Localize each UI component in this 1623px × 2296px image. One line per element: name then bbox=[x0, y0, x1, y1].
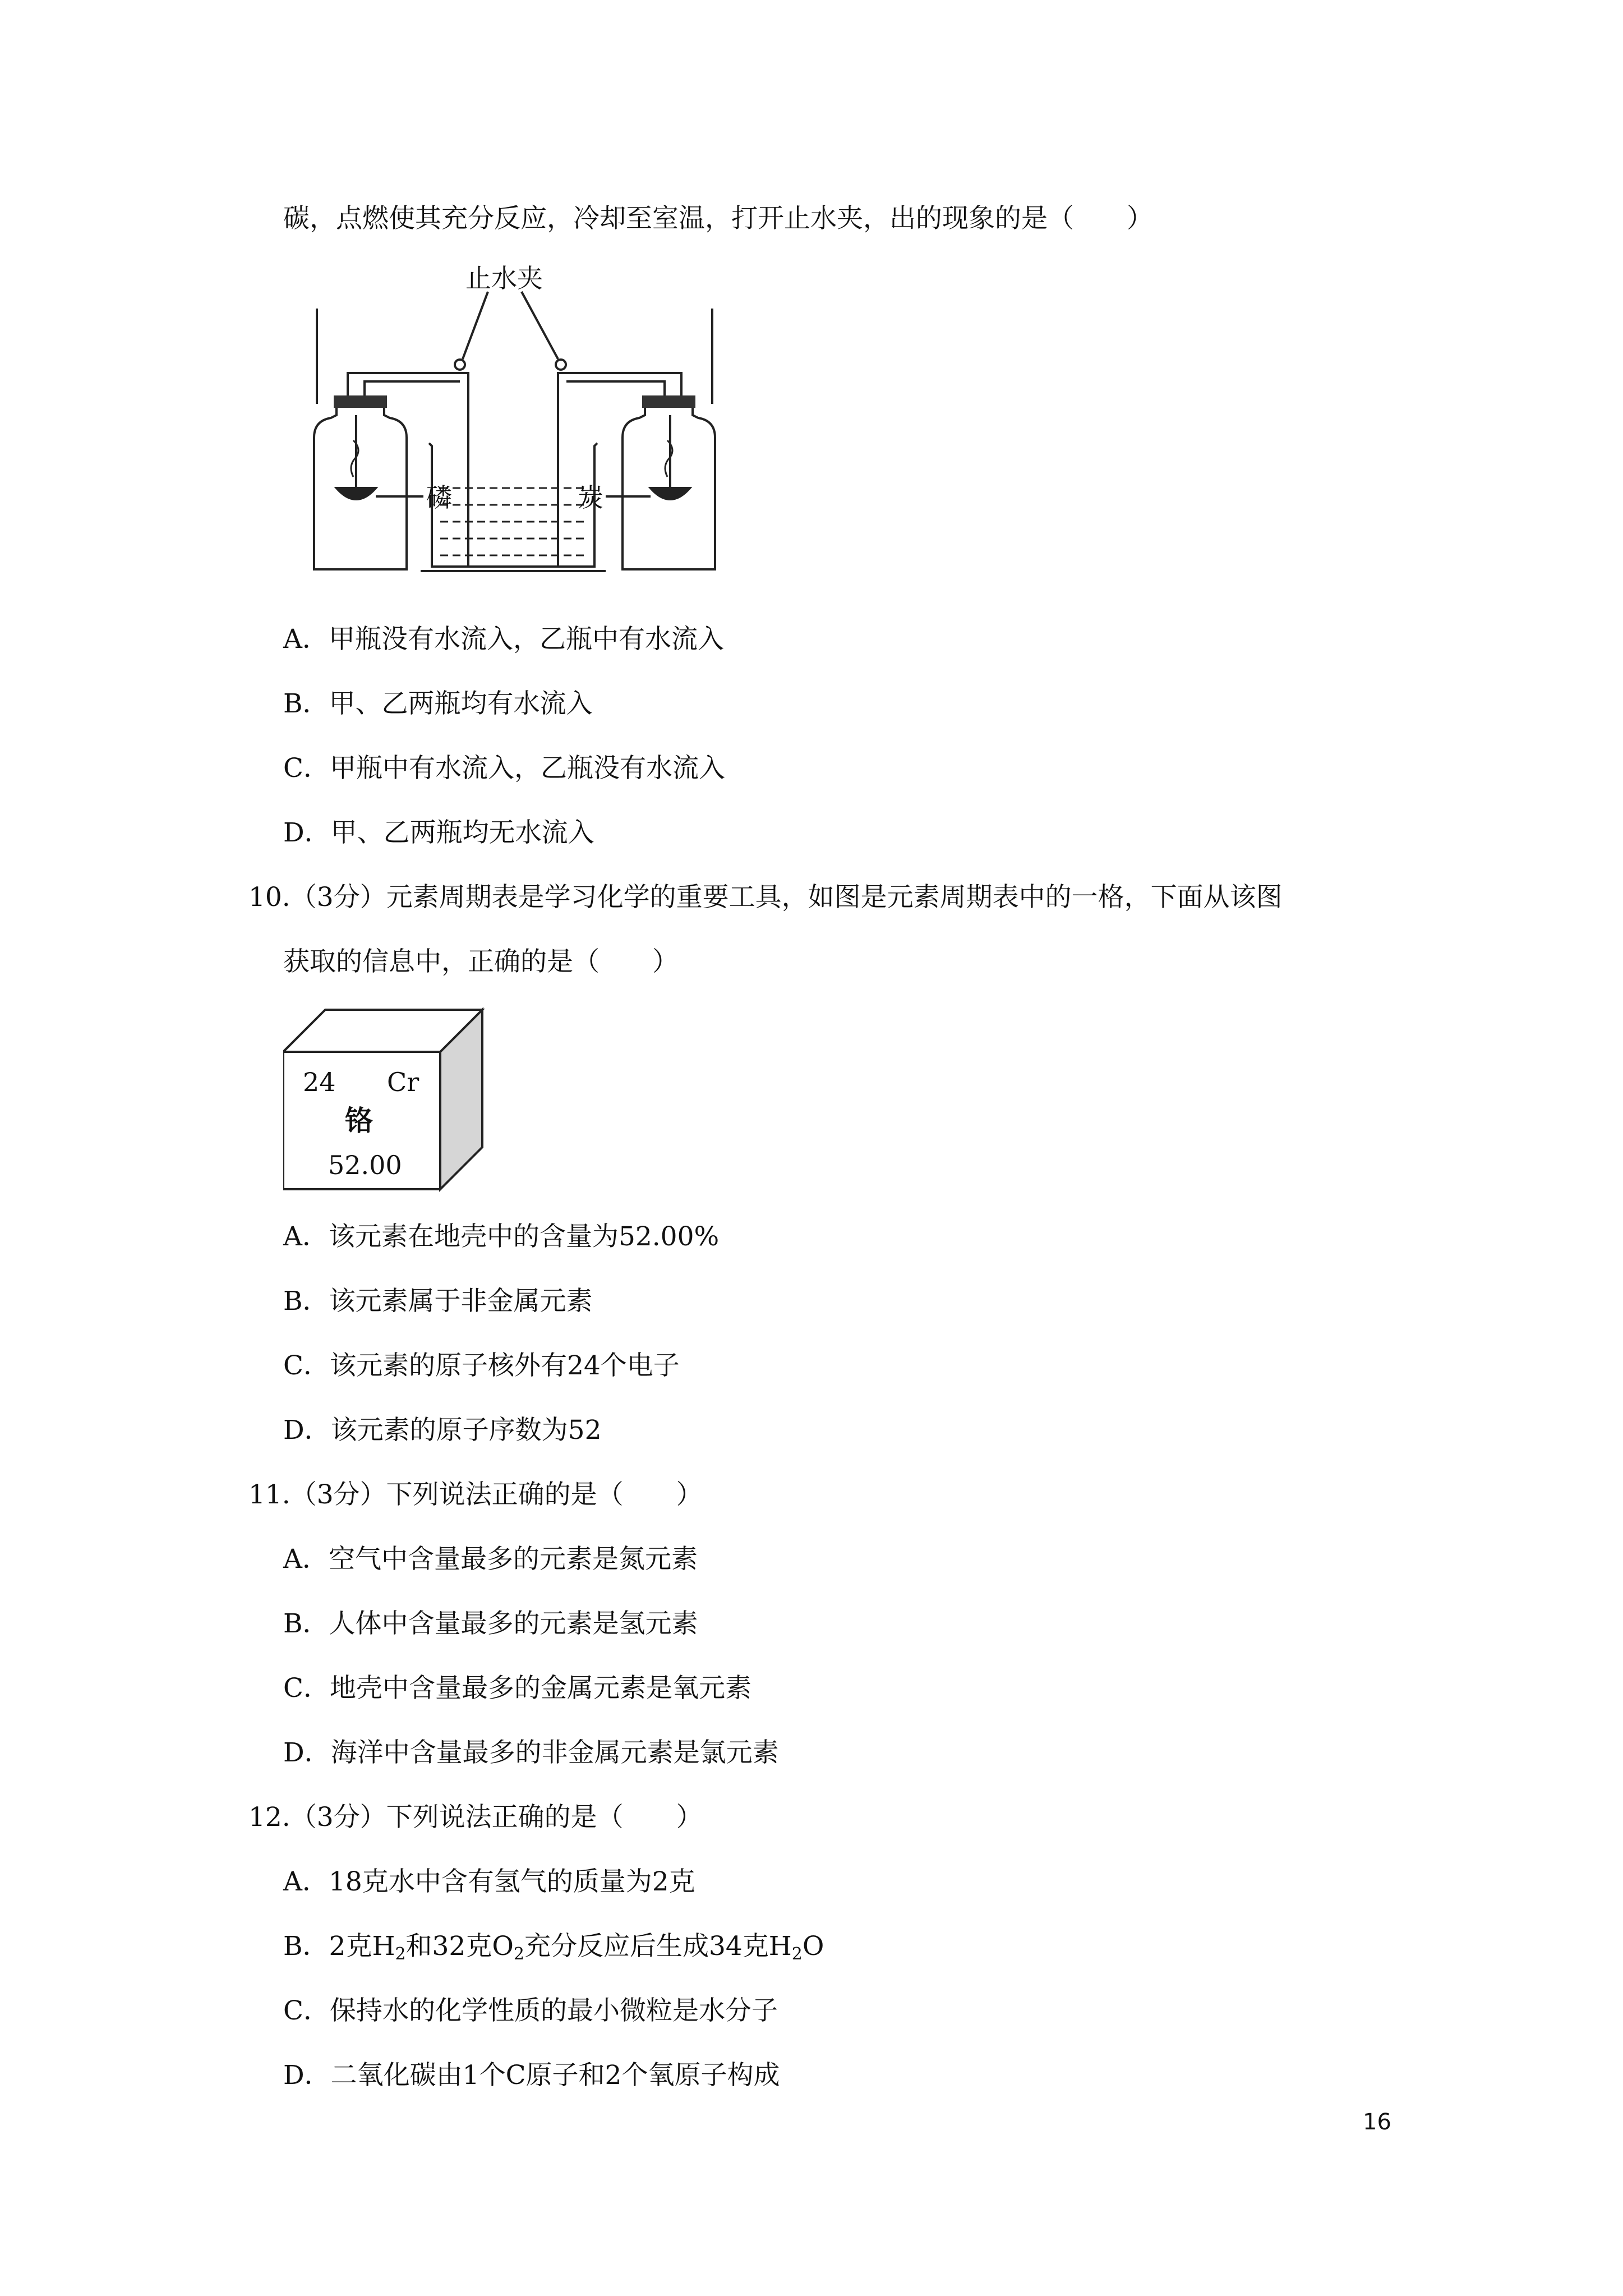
q9-option-a: A．甲瓶没有水流入，乙瓶中有水流入 bbox=[283, 624, 724, 655]
element-name: 铬 bbox=[345, 1105, 373, 1137]
q9-option-c: C．甲瓶中有水流入，乙瓶没有水流入 bbox=[283, 753, 725, 784]
carbon-spoon bbox=[651, 488, 690, 499]
atomic-number: 24 bbox=[303, 1067, 336, 1097]
periodic-table-cell bbox=[283, 1007, 496, 1198]
phosphorus-spoon bbox=[336, 488, 376, 499]
q10-option-d: D．该元素的原子序数为52 bbox=[283, 1415, 602, 1446]
q11-option-b: B．人体中含量最多的元素是氢元素 bbox=[283, 1608, 698, 1639]
phosphorus-label: 磷 bbox=[426, 482, 452, 513]
q11-option-a: A．空气中含量最多的元素是氮元素 bbox=[283, 1544, 698, 1575]
q12-stem: 12.（3分）下列说法正确的是（ ） bbox=[248, 1802, 703, 1833]
q9-option-d: D．甲、乙两瓶均无水流入 bbox=[283, 817, 594, 848]
q10-option-c: C．该元素的原子核外有24个电子 bbox=[283, 1350, 680, 1381]
element-symbol: Cr bbox=[387, 1067, 419, 1097]
q9-option-b: B．甲、乙两瓶均有水流入 bbox=[283, 688, 593, 719]
q12-option-b: B．2克$H_2$和32克$O_2$充分反应后生成34克$H_2O$ bbox=[283, 1931, 824, 1964]
q11-option-c: C．地壳中含量最多的金属元素是氧元素 bbox=[283, 1673, 751, 1704]
clamp-label: 止水夹 bbox=[465, 264, 543, 293]
q12-option-c: C．保持水的化学性质的最小微粒是水分子 bbox=[283, 1995, 778, 2026]
q10-stem-line-1: 10.（3分）元素周期表是学习化学的重要工具，如图是元素周期表中的一格，下面从该图 bbox=[248, 882, 1283, 913]
q10-stem-line-2: 获取的信息中，正确的是（ ） bbox=[283, 946, 679, 977]
q11-stem: 11.（3分）下列说法正确的是（ ） bbox=[248, 1479, 703, 1510]
atomic-mass: 52.00 bbox=[328, 1150, 402, 1180]
carbon-label: 炭 bbox=[578, 482, 603, 513]
right-bottle bbox=[623, 404, 715, 569]
page-number: 16 bbox=[1363, 2109, 1391, 2135]
q12-option-d: D．二氧化碳由1个C原子和2个氧原子构成 bbox=[283, 2060, 780, 2091]
left-bottle bbox=[314, 404, 407, 569]
apparatus-diagram bbox=[275, 264, 746, 583]
q10-option-b: B．该元素属于非金属元素 bbox=[283, 1286, 593, 1317]
q11-option-d: D．海洋中含量最多的非金属元素是氯元素 bbox=[283, 1737, 779, 1768]
q12-option-a: A．18克水中含有氢气的质量为2克 bbox=[283, 1866, 695, 1897]
question-9-stem-continuation: 碳，点燃使其充分反应，冷却至室温，打开止水夹，出的现象的是（ ） bbox=[283, 203, 1153, 234]
q10-option-a: A．该元素在地壳中的含量为52.00% bbox=[283, 1221, 720, 1252]
